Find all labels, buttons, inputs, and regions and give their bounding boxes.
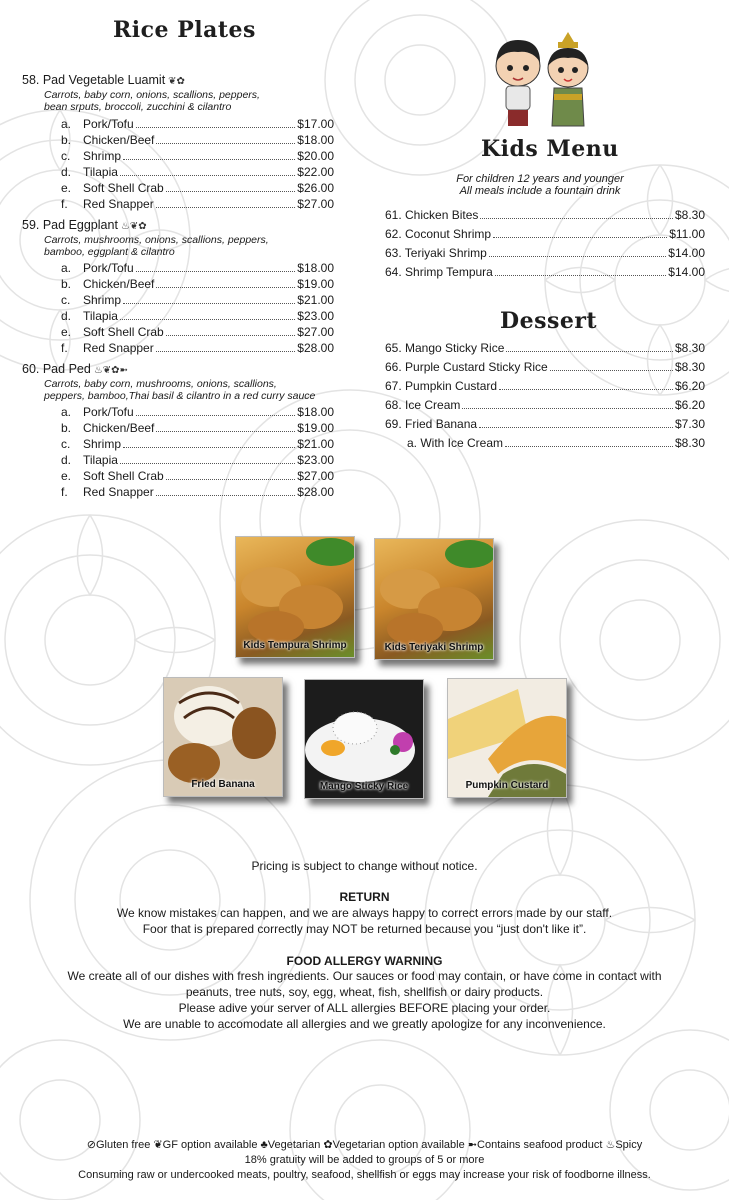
photo-caption: Kids Teriyaki Shrimp bbox=[384, 642, 484, 653]
item-name: 62. Coconut Shrimp bbox=[385, 227, 492, 241]
option-row bbox=[44, 116, 334, 131]
option-row bbox=[44, 260, 334, 275]
item-name: 69. Fried Banana bbox=[385, 417, 478, 431]
option-row bbox=[44, 452, 334, 467]
dessert-item-69a bbox=[407, 434, 705, 450]
option-price: $20.00 bbox=[297, 149, 334, 163]
option-letter: c. bbox=[61, 437, 71, 451]
photo-caption: Mango Sticky Rice bbox=[319, 781, 409, 792]
option-name: Red Snapper bbox=[83, 341, 154, 355]
option-name: Tilapia bbox=[83, 309, 118, 323]
dessert-item-69 bbox=[385, 415, 705, 431]
option-price: $28.00 bbox=[297, 341, 334, 355]
kids-menu-heading: Kids Menu bbox=[481, 136, 619, 162]
item-name: 61. Chicken Bites bbox=[385, 208, 479, 222]
option-letter: e. bbox=[61, 469, 72, 483]
option-letter: d. bbox=[61, 309, 72, 323]
item-price: $8.30 bbox=[674, 341, 705, 355]
option-price: $26.00 bbox=[297, 181, 334, 195]
fried-banana-photo bbox=[163, 677, 283, 797]
menu-item-59-desc-1: Carrots, mushrooms, onions, scallions, peppers, bbox=[44, 234, 269, 246]
item-price: $8.30 bbox=[674, 436, 705, 450]
option-letter: f. bbox=[61, 485, 68, 499]
kids-item-62 bbox=[385, 225, 705, 241]
option-price: $21.00 bbox=[297, 437, 334, 451]
gluten-free-icon: ⊘ bbox=[86, 1139, 96, 1151]
option-price: $27.00 bbox=[297, 469, 334, 483]
gratuity-notice: 18% gratuity will be added to groups of 5 or more bbox=[244, 1154, 485, 1166]
menu-item-58-desc-1: Carrots, baby corn, onions, scallions, peppers, bbox=[44, 89, 260, 101]
legend-seafood: Contains seafood product bbox=[477, 1139, 603, 1151]
dessert-item-67 bbox=[385, 377, 705, 393]
kids-item-64 bbox=[385, 263, 705, 279]
item-price: $14.00 bbox=[668, 265, 705, 279]
option-row bbox=[44, 324, 334, 339]
kids-teriyaki-shrimp-photo bbox=[374, 538, 494, 660]
option-letter: a. bbox=[61, 405, 72, 419]
option-price: $28.00 bbox=[297, 485, 334, 499]
option-price: $21.00 bbox=[297, 293, 334, 307]
dessert-item-65 bbox=[385, 339, 705, 355]
legend-spicy: Spicy bbox=[615, 1139, 643, 1151]
pricing-notice: Pricing is subject to change without notice. bbox=[251, 859, 478, 873]
vegetarian-icon: ♣ bbox=[260, 1139, 268, 1151]
option-name: Tilapia bbox=[83, 453, 118, 467]
option-row bbox=[44, 164, 334, 179]
option-name: Red Snapper bbox=[83, 485, 154, 499]
option-name: Soft Shell Crab bbox=[83, 325, 164, 339]
return-line-1: We know mistakes can happen, and we are always happy to correct errors made by our staff. bbox=[116, 906, 613, 920]
option-letter: a. bbox=[61, 261, 72, 275]
option-price: $23.00 bbox=[297, 309, 334, 323]
option-name: Pork/Tofu bbox=[83, 261, 134, 275]
photo-caption: Kids Tempura Shrimp bbox=[243, 640, 347, 651]
item-name: 63. Teriyaki Shrimp bbox=[385, 246, 487, 260]
pumpkin-custard-photo bbox=[447, 678, 567, 798]
kids-item-61 bbox=[385, 206, 705, 222]
option-letter: c. bbox=[61, 293, 71, 307]
option-row bbox=[44, 404, 334, 419]
option-letter: b. bbox=[61, 277, 72, 291]
menu-item-60-name: 60. Pad Ped bbox=[22, 362, 91, 376]
option-letter: e. bbox=[61, 325, 72, 339]
option-price: $27.00 bbox=[297, 197, 334, 211]
fried-shrimp-image bbox=[236, 537, 354, 657]
option-row bbox=[44, 420, 334, 435]
item-name: a. With Ice Cream bbox=[407, 436, 504, 450]
diet-icons: ♨❦✿➼ bbox=[93, 365, 128, 376]
item-price: $6.20 bbox=[674, 398, 705, 412]
option-letter: a. bbox=[61, 117, 72, 131]
option-letter: c. bbox=[61, 149, 71, 163]
option-name: Tilapia bbox=[83, 165, 118, 179]
option-price: $23.00 bbox=[297, 453, 334, 467]
option-row bbox=[44, 468, 334, 483]
allergy-line-4: We are unable to accomodate all allergies and we greatly apologize for any inconvenience. bbox=[123, 1017, 606, 1031]
option-price: $19.00 bbox=[297, 277, 334, 291]
option-letter: f. bbox=[61, 197, 68, 211]
item-name: 67. Pumpkin Custard bbox=[385, 379, 498, 393]
legend-gluten-free: Gluten free bbox=[95, 1139, 151, 1151]
legend-vegetarian: Vegetarian bbox=[267, 1139, 321, 1151]
option-name: Shrimp bbox=[83, 293, 122, 307]
option-name: Chicken/Beef bbox=[83, 133, 155, 147]
option-letter: b. bbox=[61, 421, 72, 435]
option-row bbox=[44, 308, 334, 323]
menu-item-59-title bbox=[22, 218, 147, 232]
dietary-legend bbox=[0, 1138, 729, 1152]
raw-food-warning: Consuming raw or undercooked meats, poultry, seafood, shellfish or eggs may increase your risk of foodborne illness. bbox=[78, 1169, 651, 1181]
mango-sticky-rice-photo bbox=[304, 679, 424, 799]
option-letter: d. bbox=[61, 165, 72, 179]
option-price: $18.00 bbox=[297, 261, 334, 275]
option-letter: f. bbox=[61, 341, 68, 355]
item-price: $11.00 bbox=[669, 227, 705, 241]
allergy-line-3: Please adive your server of ALL allergies BEFORE placing your order. bbox=[178, 1001, 551, 1015]
option-name: Chicken/Beef bbox=[83, 277, 155, 291]
menu-item-58-title bbox=[22, 73, 185, 87]
option-price: $18.00 bbox=[297, 405, 334, 419]
dessert-heading: Dessert bbox=[500, 308, 598, 334]
menu-item-58-name: 58. Pad Vegetable Luamit bbox=[22, 73, 166, 87]
diet-icons: ❦✿ bbox=[168, 76, 185, 87]
option-name: Pork/Tofu bbox=[83, 405, 134, 419]
item-price: $8.30 bbox=[674, 360, 705, 374]
legend-gf-option: GF option available bbox=[162, 1139, 258, 1151]
vegetarian-option-icon: ✿ bbox=[323, 1139, 333, 1151]
item-name: 65. Mango Sticky Rice bbox=[385, 341, 505, 355]
option-row bbox=[44, 292, 334, 307]
option-name: Red Snapper bbox=[83, 197, 154, 211]
menu-item-60-title bbox=[22, 362, 128, 376]
dessert-item-66 bbox=[385, 358, 705, 374]
kids-item-63 bbox=[385, 244, 705, 260]
seafood-icon: ➼ bbox=[467, 1139, 478, 1151]
menu-item-58-desc-2: bean srputs, broccoli, zucchini & cilantro bbox=[44, 101, 232, 113]
legend-veg-option: Vegetarian option available bbox=[332, 1139, 465, 1151]
option-row bbox=[44, 340, 334, 355]
option-price: $17.00 bbox=[297, 117, 334, 131]
option-name: Pork/Tofu bbox=[83, 117, 134, 131]
fried-shrimp-image bbox=[375, 539, 493, 659]
option-row bbox=[44, 436, 334, 451]
allergy-line-1: We create all of our dishes with fresh ingredients. Our sauces or food may contain, or have come in contact with bbox=[67, 969, 662, 983]
item-name: 64. Shrimp Tempura bbox=[385, 265, 493, 279]
option-price: $22.00 bbox=[297, 165, 334, 179]
option-row bbox=[44, 132, 334, 147]
gf-option-icon: ❦ bbox=[153, 1139, 163, 1151]
kids-menu-note-1: For children 12 years and younger bbox=[456, 173, 624, 185]
return-line-2: Foor that is prepared correctly may NOT be returned because you “just don't like it”. bbox=[142, 922, 587, 936]
photo-caption: Pumpkin Custard bbox=[465, 780, 549, 791]
item-name: 68. Ice Cream bbox=[385, 398, 461, 412]
option-letter: b. bbox=[61, 133, 72, 147]
option-name: Shrimp bbox=[83, 437, 122, 451]
diet-icons: ♨❦✿ bbox=[120, 221, 147, 232]
option-letter: e. bbox=[61, 181, 72, 195]
item-name: 66. Purple Custard Sticky Rice bbox=[385, 360, 548, 374]
option-row bbox=[44, 276, 334, 291]
option-price: $18.00 bbox=[297, 133, 334, 147]
menu-item-60-desc-1: Carrots, baby corn, mushrooms, onions, scallions, bbox=[44, 378, 277, 390]
allergy-heading: FOOD ALLERGY WARNING bbox=[286, 954, 443, 968]
option-name: Soft Shell Crab bbox=[83, 469, 164, 483]
item-price: $7.30 bbox=[674, 417, 705, 431]
option-name: Soft Shell Crab bbox=[83, 181, 164, 195]
option-row bbox=[44, 484, 334, 499]
option-row bbox=[44, 148, 334, 163]
allergy-line-2: peanuts, tree nuts, soy, egg, wheat, fish, shellfish or dairy products. bbox=[185, 985, 544, 999]
item-price: $14.00 bbox=[668, 246, 705, 260]
kids-illustration bbox=[488, 28, 598, 138]
photo-caption: Fried Banana bbox=[191, 779, 255, 790]
kids-menu-note-2: All meals include a fountain drink bbox=[459, 185, 621, 197]
option-letter: d. bbox=[61, 453, 72, 467]
menu-item-60-desc-2: peppers, bamboo,Thai basil & cilantro in a red curry sauce bbox=[44, 390, 316, 402]
rice-plates-heading: Rice Plates bbox=[113, 17, 256, 43]
option-price: $19.00 bbox=[297, 421, 334, 435]
item-price: $6.20 bbox=[674, 379, 705, 393]
dessert-item-68 bbox=[385, 396, 705, 412]
spicy-icon: ♨ bbox=[605, 1139, 616, 1151]
menu-item-59-name: 59. Pad Eggplant bbox=[22, 218, 118, 232]
item-price: $8.30 bbox=[674, 208, 705, 222]
option-price: $27.00 bbox=[297, 325, 334, 339]
kids-tempura-shrimp-photo bbox=[235, 536, 355, 658]
option-name: Chicken/Beef bbox=[83, 421, 155, 435]
option-name: Shrimp bbox=[83, 149, 122, 163]
menu-item-59-desc-2: bamboo, eggplant & cilantro bbox=[44, 246, 175, 258]
option-row bbox=[44, 180, 334, 195]
option-row bbox=[44, 196, 334, 211]
return-heading: RETURN bbox=[339, 890, 390, 904]
